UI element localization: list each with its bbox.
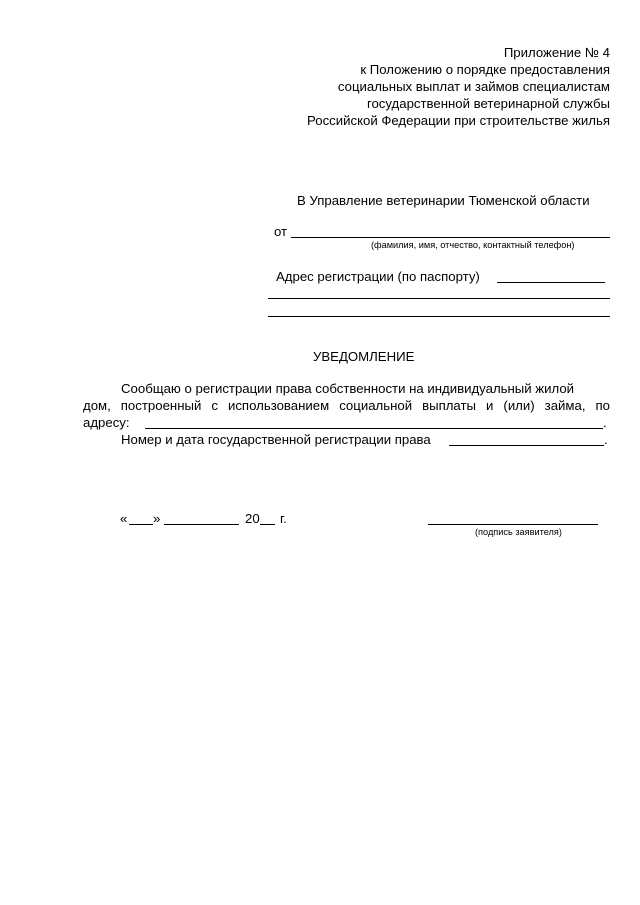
reg-address-line-3[interactable] <box>268 316 610 317</box>
registration-field-line[interactable] <box>449 445 604 446</box>
registration-label: Номер и дата государственной регистрации права <box>121 432 431 447</box>
from-label: от <box>274 224 288 239</box>
reg-address-line-2[interactable] <box>268 298 610 299</box>
registration-end: . <box>604 432 608 447</box>
notice-title: УВЕДОМЛЕНИЕ <box>313 349 415 364</box>
appendix-title: Приложение № 4 <box>503 45 610 60</box>
from-field-line[interactable] <box>291 237 610 238</box>
date-quote-close: » <box>153 511 161 526</box>
signature-hint: (подпись заявителя) <box>475 527 562 537</box>
from-hint: (фамилия, имя, отчество, контактный телефон) <box>371 240 575 250</box>
reg-address-field-line[interactable] <box>497 282 605 283</box>
signature-field-line[interactable] <box>428 524 598 525</box>
address-label: адресу: <box>83 415 130 430</box>
addressee-to: В Управление ветеринарии Тюменской области <box>297 193 590 208</box>
appendix-line: Российской Федерации при строительстве жилья <box>307 113 610 128</box>
date-year-field[interactable] <box>260 524 275 525</box>
appendix-line: к Положению о порядке предоставления <box>360 62 610 77</box>
date-day-field[interactable] <box>129 524 153 525</box>
date-quote-open: « <box>120 511 128 526</box>
address-field-line[interactable] <box>145 428 603 429</box>
date-year-prefix: 20 <box>245 511 260 526</box>
address-end: . <box>603 415 607 430</box>
reg-address-label: Адрес регистрации (по паспорту) <box>276 269 480 284</box>
notice-line-1: Сообщаю о регистрации права собственности на индивидуальный жилой <box>121 381 575 396</box>
appendix-line: социальных выплат и займов специалистам <box>337 79 610 94</box>
notice-line-2: дом, построенный с использованием социальной выплаты и (или) займа, по <box>83 398 610 413</box>
appendix-line: государственной ветеринарной службы <box>366 96 610 111</box>
date-month-field[interactable] <box>164 524 239 525</box>
date-year-suffix: г. <box>280 511 287 526</box>
